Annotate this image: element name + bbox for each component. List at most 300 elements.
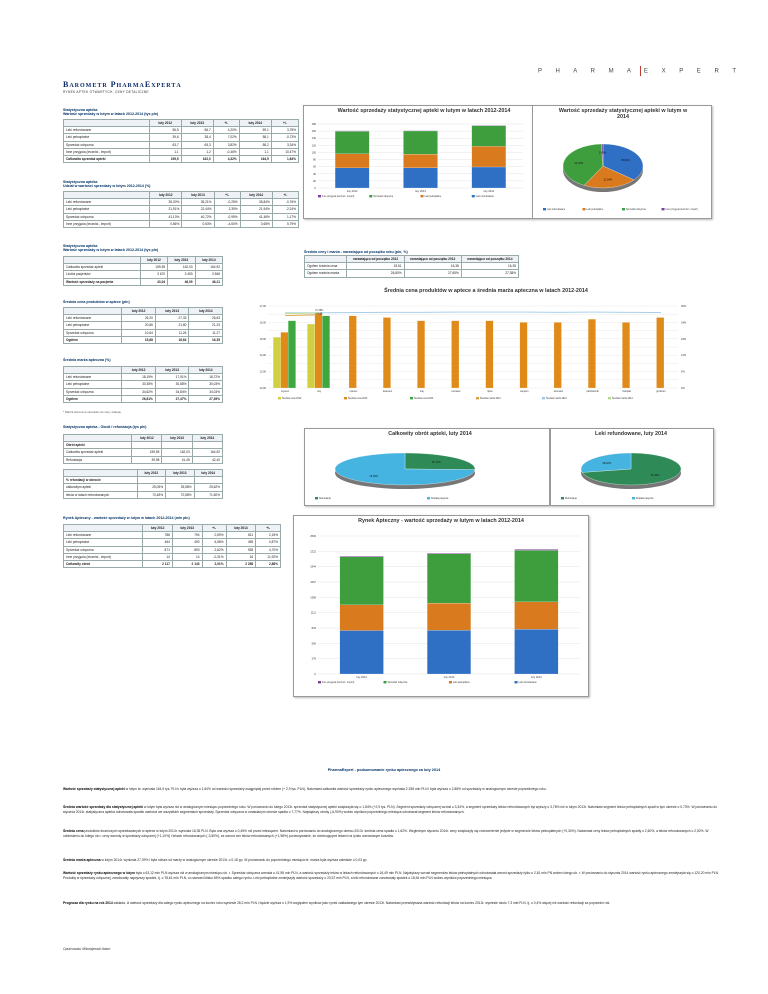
legend-label: Dopłata pacjenta (431, 498, 449, 500)
column-header: luty 2014 (189, 367, 223, 374)
legend-label: Średnia marża 2014 (612, 398, 633, 400)
column-header: narastająco od początku 2012 (347, 256, 404, 263)
table-row (64, 477, 223, 484)
y-tick-label: 1389 (310, 596, 316, 600)
value-cell: 2,01% (202, 560, 226, 567)
t1-title (63, 108, 158, 117)
value-cell: 162,0 (181, 155, 213, 162)
bar-segment (335, 168, 369, 188)
y-tick-label: 120 (311, 144, 316, 148)
legend-swatch (344, 397, 347, 399)
y-tick-label: 14,00 (259, 354, 266, 358)
value-cell: 18,19% (122, 374, 156, 381)
value-cell: 42,40 (192, 456, 222, 463)
table-row (64, 315, 223, 322)
brand-letters-right: E X P E R T (643, 68, 743, 75)
bar (273, 337, 281, 388)
value-cell: 811 (226, 532, 256, 539)
bar-segment (403, 154, 437, 168)
value-cell: 162,03 (162, 449, 192, 456)
bar-segment (472, 126, 506, 147)
bar-segment (515, 549, 559, 550)
value-cell: 0,65% (240, 220, 272, 227)
table-row (64, 395, 223, 402)
value-cell: 10,64 (122, 329, 156, 336)
column-header: luty 2012 (137, 470, 165, 477)
value-cell: 2,39% (214, 206, 240, 213)
table-row (64, 134, 299, 141)
bar-segment (335, 154, 369, 168)
table-avg-price-margin (304, 255, 519, 278)
column-header: +/- (202, 525, 226, 532)
value-cell (162, 442, 192, 449)
value-cell: 490 (172, 539, 202, 546)
value-cell: 46,99 (168, 278, 195, 285)
row-label: Leki pełnopłatne (64, 206, 150, 213)
summary-paragraph-4 (63, 871, 725, 882)
pie-data-label: 71,60% (650, 474, 660, 478)
table-row (64, 484, 223, 491)
legend-swatch (472, 195, 475, 197)
value-cell: 43,04 (140, 278, 167, 285)
y2-tick-label: 30% (681, 305, 687, 308)
value-cell: 58,2 (239, 141, 271, 148)
y2-tick-label: 6% (681, 370, 685, 374)
column-header: luty 2014 (226, 525, 256, 532)
value-cell: 39,98 (132, 456, 162, 463)
x-tick-label: czerwiec (451, 390, 461, 393)
legend-label: Leki pełnopłatne (424, 196, 442, 198)
bar-segment (340, 556, 384, 557)
value-cell: 21,80 (155, 322, 189, 329)
value-cell: 935 (226, 546, 256, 553)
x-tick-label: luty 2013 (443, 676, 455, 679)
value-cell: 63,7 (149, 141, 181, 148)
table-row (64, 546, 281, 553)
x-tick-label: kwiecień (382, 390, 393, 393)
value-cell: 34,62% (122, 388, 156, 395)
t4-title: Średnia ceny i marża - narastająco od początku roku (pln, %) (304, 250, 408, 254)
summary-paragraph-1 (63, 787, 725, 792)
y-tick-label: 100 (311, 151, 316, 155)
y-tick-label: 17,00 (259, 305, 266, 308)
legend-swatch (515, 681, 518, 683)
barometr-logo: Barometr PharmaExpertа (63, 80, 182, 89)
chart3-svg (246, 288, 718, 406)
table-row (305, 263, 519, 270)
legend-label: Refundacja (319, 498, 331, 500)
legend-swatch (318, 195, 321, 197)
legend-label: Leki refundowane (518, 682, 537, 684)
legend-label: Średnia marża 2012 (480, 398, 501, 400)
column-header: luty 2012 (143, 525, 173, 532)
table-row (64, 449, 223, 456)
table-row (64, 374, 223, 381)
value-cell: 1,2 (181, 148, 213, 155)
x-tick-label: luty 2014 (531, 676, 542, 679)
column-header: luty 2013 (172, 525, 202, 532)
row-label: Sprzedaż odręczna (64, 388, 122, 395)
value-cell: 0,87% (256, 539, 281, 546)
legend-label: Inne przyjęcia (lecznict., import) (322, 682, 355, 684)
row-label: Ogółem średnia marża (305, 270, 347, 277)
value-cell: 2,88% (256, 560, 281, 567)
value-cell: 30,88% (155, 381, 189, 388)
column-header: luty 2013 (168, 257, 195, 264)
value-cell: 788 (143, 532, 173, 539)
row-label: Inne przyjęcia (lecznict., import) (64, 148, 150, 155)
table-row (64, 456, 223, 463)
table-row (64, 206, 299, 213)
column-header: luty 2012 (140, 257, 167, 264)
legend-swatch (278, 397, 281, 399)
table-row (305, 270, 519, 277)
legend-swatch (410, 397, 413, 399)
t3-title-line1: Statystyczna apteka (63, 244, 98, 248)
value-cell: 14 (172, 553, 202, 560)
x-tick-label: wrzesień (553, 390, 564, 393)
row-label: Leki pełnopłatne (64, 322, 122, 329)
value-cell: 16,38 (404, 263, 461, 270)
value-cell: 16,35 (189, 336, 223, 343)
value-cell: 7,02% (213, 134, 239, 141)
legend-swatch (421, 195, 424, 197)
pie-data-label: 21,94% (603, 178, 613, 182)
corner-cell (64, 257, 141, 264)
bar (307, 324, 315, 388)
chart-price-margin-monthly (246, 288, 718, 406)
value-cell: 17,91% (155, 374, 189, 381)
bar-segment (427, 554, 471, 603)
bar (322, 316, 330, 388)
table-row (64, 553, 281, 560)
row-label: Całkowita sprzedaż apteki (64, 449, 132, 456)
summary-paragraph-3b (63, 858, 725, 863)
corner-cell (64, 525, 143, 532)
value-cell: 14 (143, 553, 173, 560)
y-tick-label: 40 (313, 172, 316, 176)
column-header: +/- (271, 120, 298, 127)
value-cell: 30,35% (122, 381, 156, 388)
bar (417, 321, 425, 388)
row-label: Leki pełnopłatne (64, 539, 143, 546)
table-row (64, 442, 223, 449)
chart6-svg (294, 516, 588, 696)
chart1-svg (304, 106, 532, 218)
y-tick-label: 556 (311, 642, 316, 646)
value-cell: 3,78% (271, 127, 298, 134)
bar-segment (472, 167, 506, 188)
chart2-svg (533, 106, 711, 218)
value-cell: 70,48% (137, 491, 165, 498)
column-header: narastająco od początku 2014 (461, 256, 518, 263)
table-header-row (64, 120, 299, 127)
value-cell (166, 477, 194, 484)
value-cell: -0,95% (214, 213, 240, 220)
value-cell: 0,63% (182, 220, 214, 227)
column-header: +/- (214, 192, 240, 199)
row-label: Leki pełnopłatne (64, 381, 122, 388)
row-label: Liczba pacjentów (64, 271, 141, 278)
corner-cell (64, 192, 150, 199)
table-row (64, 220, 299, 227)
value-cell: 16,64 (155, 336, 189, 343)
value-cell: -2,24% (272, 206, 298, 213)
bar (656, 317, 664, 388)
value-cell: 15,88 (122, 336, 156, 343)
value-cell (194, 477, 223, 484)
table-avg-price (63, 307, 223, 344)
column-header: luty 2014 (189, 308, 223, 315)
table-header-row (64, 308, 223, 315)
value-cell: 35,84% (240, 199, 272, 206)
table-total-row (64, 155, 299, 162)
value-cell: 0,66% (150, 220, 182, 227)
chart-sales-pie-2014 (532, 105, 712, 219)
legend-label: Refundacja (565, 498, 577, 500)
p3-text: produktów leczniczych sprzedawanych w aptece w lutym 2014r. wyniosła 16,35 PLN. Była ona wyższa o 0,45% niż przed miesiącem. Natomiast w porównaniu do analogicznego okresu 2013r. średnia cena spadła o 1,62%. Wzglednym styczniu 2014r. ceny zwiększyły się równomiernie jedynie w segmencie leków pełnopłatnych (+0,34%). Natomiast ceny leków pełnopłatnych spadły o 2,60%, a leków refundowanych o 2,52%. W odniesieniu do lutego ub.r. ceny wzrosły w sprzedaży odręcznej (+1,10%) i lekach refundowanych (-3,50%), za wzrost cen leków refundowanych (+1,98%) porównywalnie, że dominującymi lekami na rynku wzrostowym kosztów. (63, 829, 709, 839)
value-cell: 11,27 (189, 329, 223, 336)
table-row (64, 127, 299, 134)
corner-cell (305, 256, 347, 263)
value-cell: 21,23 (189, 322, 223, 329)
legend-swatch (318, 681, 321, 683)
y-tick-label: 2500 (310, 535, 316, 538)
t1-title-line1: Statystyczna apteka (63, 108, 98, 112)
value-cell: 871 (143, 546, 173, 553)
x-tick-label: luty 2012 (356, 676, 367, 679)
column-header: luty 2013 (155, 308, 189, 315)
table-row (64, 213, 299, 220)
p3b-lead: Średnia marża apteczna (63, 858, 101, 862)
y-tick-label: 15,00 (259, 337, 266, 341)
summary-title: PharmaExpert - podsumowanie rynku aptecznego za luty 2014 (327, 768, 441, 772)
value-cell: 41,45 (162, 456, 192, 463)
y-tick-label: 20 (313, 179, 316, 183)
bar-segment (340, 557, 384, 605)
bar-segment (427, 630, 471, 674)
table-row (64, 532, 281, 539)
y2-tick-label: 12% (681, 354, 687, 358)
value-cell: 1,1 (149, 148, 181, 155)
value-cell: 40,72% (182, 213, 214, 220)
margin-note: * Marża liczona w stosunku do ceny zakupu (63, 410, 122, 414)
legend-swatch (476, 397, 479, 399)
legend-label: Średnia cena 2012 (282, 398, 302, 400)
legend-label: Sprzedaż odręczna (373, 196, 394, 198)
value-cell: 21,91% (150, 206, 182, 213)
bar-segment (335, 131, 369, 154)
chart1-title: Wartość sprzedaży statystycznej apteki w lutym w latach 2012-2014 (337, 108, 511, 114)
t2-title-line2: Udział w wartości sprzedaży w lutym 2012-2014 (%) (63, 184, 151, 189)
y2-tick-label: 24% (681, 321, 687, 325)
y-tick-label: 80 (313, 158, 316, 162)
table-row (64, 381, 223, 388)
column-header: luty 2012 (149, 120, 181, 127)
value-cell: 893 (172, 546, 202, 553)
value-cell: -0,25% (214, 199, 240, 206)
row-label: Ogółem (64, 336, 122, 343)
value-cell: 56,7 (181, 127, 213, 134)
logo-subtitle: RYNEK APTEK OTWARTYCH, CENY DETALICZNE (63, 90, 149, 94)
value-cell: 3,82% (213, 141, 239, 148)
legend-swatch (315, 497, 318, 499)
y-tick-label: 60 (313, 165, 316, 169)
bar-segment (515, 629, 559, 674)
chart6-title: Rynek Apteczny - wartość sprzedaży w lutym w latach 2012-2014 (358, 518, 524, 524)
y-tick-label: 0 (314, 673, 316, 676)
value-cell: 26,63 (189, 315, 223, 322)
value-cell: 0,59% (202, 532, 226, 539)
value-cell: 2,62% (202, 546, 226, 553)
x-tick-label: luty 2012 (346, 190, 358, 193)
row-label: Wartość sprzedaży na pacjenta (64, 278, 141, 285)
pie-data-label: 28,40% (602, 461, 612, 465)
value-cell: 65,3 (181, 141, 213, 148)
x-tick-label: listopad (622, 390, 631, 393)
value-cell: -0,31% (202, 553, 226, 560)
t8-title: Rynek Apteczny - wartość sprzedaży w lutym w latach 2012-2014 (mln pln) (63, 516, 190, 520)
table-header-row (64, 470, 223, 477)
corner-cell (64, 470, 138, 477)
table-row (64, 278, 223, 285)
column-header: luty 2014 (195, 257, 222, 264)
row-label: całkowitym apteki (64, 484, 138, 491)
chart4-title: Całkowity obrót apteki, luty 2014 (388, 431, 472, 437)
bar (288, 321, 296, 388)
legend-swatch (561, 497, 564, 499)
brand-separator (640, 66, 641, 76)
chart-turnover-pie (304, 428, 550, 506)
value-cell: 495 (226, 539, 256, 546)
value-cell (137, 477, 165, 484)
column-header: luty 2014 (192, 435, 222, 442)
corner-cell (64, 308, 122, 315)
legend-swatch (583, 208, 586, 210)
p3-lead: Średnia cena (63, 829, 84, 833)
table-refund-share (63, 469, 223, 499)
value-cell: 3 670 (140, 271, 167, 278)
row-label: Leki pełnopłatne (64, 134, 150, 141)
t7-title: Statystyczna apteka - Obrót i refundacja (tys pln) (63, 425, 147, 429)
legend-label: Leki pełnopłatne (586, 209, 604, 211)
value-cell: 26,81% (122, 395, 156, 402)
value-cell: 10,47% (271, 148, 298, 155)
value-cell: 11,26 (155, 329, 189, 336)
y-tick-label: 13,00 (259, 370, 266, 374)
x-tick-label: lipiec (487, 390, 493, 393)
value-cell: 27,33 (155, 315, 189, 322)
bar-segment (340, 631, 384, 674)
table-patients (63, 256, 223, 286)
value-cell: 159,5 (149, 155, 181, 162)
summary-paragraph-2 (63, 805, 725, 816)
column-header: luty 2012 (150, 192, 182, 199)
value-cell: 27,65% (404, 270, 461, 277)
value-cell: 6,58% (202, 539, 226, 546)
legend-swatch (542, 397, 545, 399)
y2-tick-label: 0% (681, 387, 685, 390)
row-label: leków w latach refundowanych (64, 491, 138, 498)
row-label: Leki refundowane (64, 127, 150, 134)
bar-segment (403, 131, 437, 154)
value-cell: 18,72% (189, 374, 223, 381)
p5-text: zakłada, iż wartość sprzedaży dla całego rynku aptecznego na koniec roku wyniesie 28,2 mln PLN i będzie wyższa o 1,9% względem wyników jako rynek zakładanego tym okresie 2013r. Natomiast przewidywana wartość refundacji leków na koniec 2013r. wyniesie około 7,3 mld PLN, tj. o 0,4% więcej niż wartość refundacji za poprzedni rok. (112, 901, 611, 905)
value-cell: 39,6 (149, 134, 181, 141)
value-cell: -4,60% (214, 220, 240, 227)
pie-data-label: 74,29% (369, 474, 379, 478)
chart4-svg (305, 429, 549, 505)
table-row (64, 539, 281, 546)
value-cell: 26,20 (122, 315, 156, 322)
bar-segment (515, 550, 559, 602)
t1-title-line2: Wartość sprzedaży w lutym w latach 2012-2014 (tys pln) (63, 112, 159, 117)
value-cell: 2 117 (143, 560, 173, 567)
t3-title-line2: Wartość sprzedaży w lutym w latach 2012-2014 (tys pln) (63, 248, 159, 253)
legend-label: Średnia cena 2014 (414, 398, 434, 400)
y-tick-label: 180 (311, 123, 316, 126)
table-row (64, 491, 223, 498)
value-cell: 34,03% (189, 388, 223, 395)
row-label: Inne przyjęcia (lecznict., import) (64, 553, 143, 560)
value-cell: 1,84% (271, 155, 298, 162)
legend-swatch (543, 208, 546, 210)
bar (315, 313, 323, 388)
value-cell: 5,79% (272, 220, 298, 227)
table-total-row (64, 560, 281, 567)
chart3-title: Średnia cena produktów w aptece a średnia marża apteczna w latach 2012-2014 (384, 288, 588, 294)
column-header: luty 2012 (132, 435, 162, 442)
x-tick-label: styczeń (281, 390, 290, 393)
table-row (64, 141, 299, 148)
row-label: Całkowity obrót (64, 560, 143, 567)
value-cell: 2 143 (172, 560, 202, 567)
column-header: luty 2013 (162, 435, 192, 442)
table-row (64, 336, 223, 343)
corner-cell (64, 435, 132, 442)
legend-label: Leki pełnopłatne (453, 682, 470, 684)
bar-segment (403, 168, 437, 188)
table-turnover (63, 434, 223, 464)
value-cell: 22,44% (182, 206, 214, 213)
value-cell: 159,55 (140, 264, 167, 271)
legend-swatch (449, 681, 452, 683)
column-header: luty 2012 (122, 367, 156, 374)
value-cell: 464 (143, 539, 173, 546)
bar (349, 316, 357, 388)
legend-label: Inne przyjęcia (lecznict., import) (322, 196, 355, 198)
row-label: Obrót apteki (64, 442, 132, 449)
value-cell: 59,1 (239, 127, 271, 134)
value-cell: 11,92% (256, 553, 281, 560)
legend-label: Inne przyjęcia (lecznict., import) (665, 209, 698, 211)
row-label: Leki refundowane (64, 315, 122, 322)
bar-segment (472, 146, 506, 167)
x-tick-label: sierpień (520, 390, 529, 393)
value-cell: 71,60% (194, 491, 223, 498)
t6-title: Średnia marża apteczna (%) (63, 358, 111, 362)
value-cell: 794 (172, 532, 202, 539)
bar (622, 322, 630, 388)
column-header: +/- (272, 192, 298, 199)
table-header-row (64, 435, 223, 442)
column-header: luty 2014 (194, 470, 223, 477)
value-cell: 56,5 (149, 127, 181, 134)
y-tick-label: 12,00 (259, 387, 266, 390)
value-cell: 46,21 (195, 278, 222, 285)
row-label: Sprzedaż odręczna (64, 141, 150, 148)
row-label: Sprzedaż odręczna (64, 329, 122, 336)
